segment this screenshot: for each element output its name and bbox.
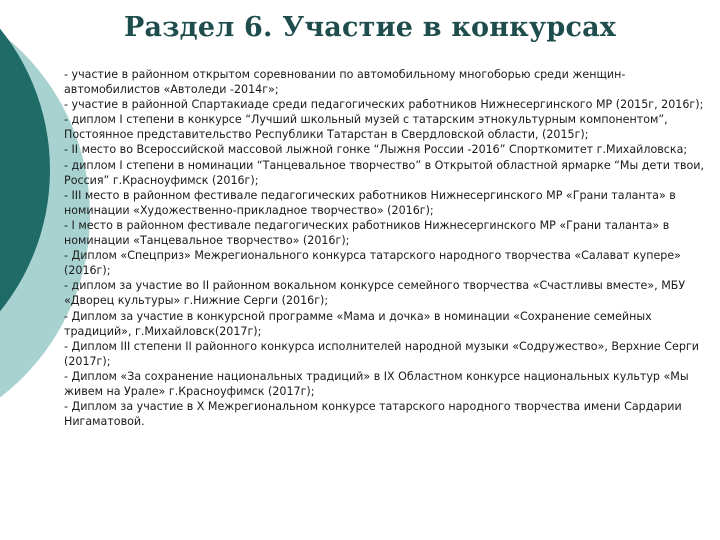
- list-item: - диплом I степени в номинации “Танцевальное творчество” в Открытой областной ярмарке “Мы дети твои, Россия” г.Красноуфимск (2016г);: [64, 158, 705, 187]
- list-item: - II место во Всероссийской массовой лыжной гонке “Лыжня России -2016” Спорткомитет г.Михайловска;: [64, 143, 688, 157]
- list-item: - Диплом за участие в конкурсной программе «Мама и дочка» в номинации «Сохранение семейных традиций», г.Михайловск(2017г);: [64, 309, 652, 338]
- list-item: - Диплом III степени II районного конкурса исполнителей народной музыки «Содружество», Верхние Серги (2017г);: [64, 339, 699, 368]
- slide-title: Раздел 6. Участие в конкурсах: [124, 12, 617, 43]
- list-item: - Диплом «За сохранение национальных традиций» в IX Областном конкурсе национальных культур «Мы живем на Урале» г.Красноуфимск (2017г);: [64, 369, 689, 398]
- list-item: - I место в районном фестивале педагогических работников Нижнесергинского МР «Грани таланта» в номинации «Танцевальное творчество» (2016г);: [64, 218, 670, 248]
- achievements-list: [64, 67, 712, 429]
- list-item: - Диплом «Спецприз» Межрегионального конкурса татарского народного творчества «Салават купере» (2016г);: [64, 249, 681, 278]
- list-item: - диплом за участие во II районном вокальном конкурсе семейного творчества «Счастливы вместе», МБУ «Дворец культуры» г.Нижние Серги (2016г);: [64, 279, 686, 308]
- list-item: - Диплом за участие в X Межрегиональном конкурсе татарского народного творчества имени Сардарии Нигаматовой.: [64, 400, 682, 429]
- list-item: - участие в районном открытом соревновании по автомобильному многоборью среди женщин-автомобилистов «Автоледи -2014г»;: [64, 68, 626, 97]
- list-item: - участие в районной Спартакиаде среди педагогических работников Нижнесергинского МР (2015г, 2016г);: [64, 98, 704, 112]
- list-item: - III место в районном фестивале педагогических работников Нижнесергинского МР «Грани таланта» в номинации «Художественно-прикладное творчество» (2016г);: [64, 188, 676, 217]
- list-item: - диплом I степени в конкурсе “Лучший школьный музей с татарским этнокультурным компонентом”, Постоянное представительство Республики Татарстан в Свердловской области, (2015г);: [64, 113, 668, 142]
